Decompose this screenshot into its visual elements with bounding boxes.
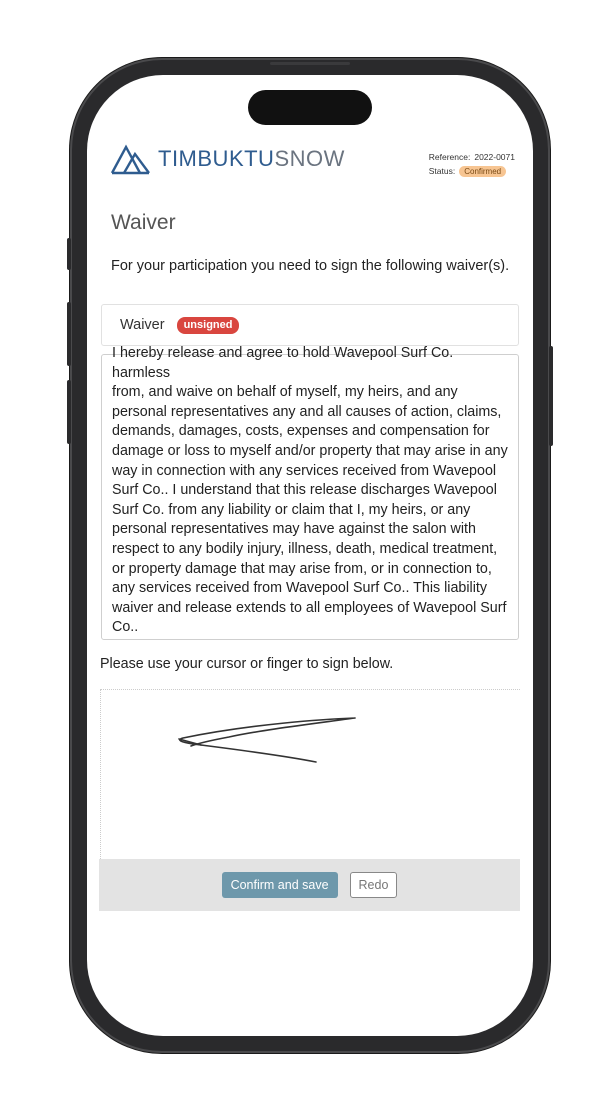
redo-button[interactable]: Redo (350, 872, 398, 898)
reference-value: 2022-0071 (474, 152, 515, 162)
status-label: Status: (428, 166, 456, 176)
brand-name-part2: SNOW (274, 146, 345, 171)
phone-volume-up (67, 302, 71, 366)
waiver-text-first-line: I hereby release and agree to hold Wavepool Surf Co. harmless (112, 345, 454, 381)
phone-volume-down (67, 380, 71, 444)
phone-mute-switch (67, 238, 71, 270)
signature-stroke (101, 690, 521, 860)
page-title: Waiver (111, 211, 176, 234)
brand-name-part1: TIMBUKTU (158, 146, 275, 171)
dynamic-island (248, 90, 372, 125)
phone-speaker-grille (270, 62, 350, 65)
waiver-text-content (112, 344, 510, 638)
waiver-text: from, and waive on behalf of myself, my heirs, and any personal representatives any and all causes of action, claims, demands, damages, costs, expenses and compensation for damage or loss to myself and/or property that may arise in any way in connection with any services received from Wavepool Surf Co.. I understand that this release discharges Wavepool Surf Co. from any liability or claim that I, my heirs, or any personal representatives may have against the salon with respect to any bodily injury, illness, death, medical treatment, or property damage that may arise from, or in connection to, any services received from Wavepool Surf Co.. This liability waiver and release extends to all employees of Wavepool Surf Co.. (112, 384, 508, 636)
mountain-logo-icon (111, 143, 151, 175)
brand-logo[interactable] (111, 143, 345, 175)
waiver-label: Waiver (120, 317, 165, 333)
unsigned-badge: unsigned (177, 317, 240, 334)
status-badge: Confirmed (459, 166, 506, 177)
phone-power-button (549, 346, 553, 446)
page-header (111, 143, 515, 183)
waiver-header[interactable] (101, 304, 519, 346)
signature-pad[interactable] (100, 689, 520, 859)
signature-instruction: Please use your cursor or finger to sign below. (100, 656, 394, 672)
confirm-and-save-button[interactable]: Confirm and save (222, 872, 338, 898)
brand-name (158, 146, 345, 172)
waiver-text-box[interactable] (101, 345, 519, 640)
action-bar (99, 859, 520, 911)
intro-text: For your participation you need to sign the following waiver(s). (111, 258, 510, 274)
phone-screen (87, 75, 533, 1036)
booking-meta (429, 150, 515, 178)
reference-label: Reference: (428, 152, 471, 162)
